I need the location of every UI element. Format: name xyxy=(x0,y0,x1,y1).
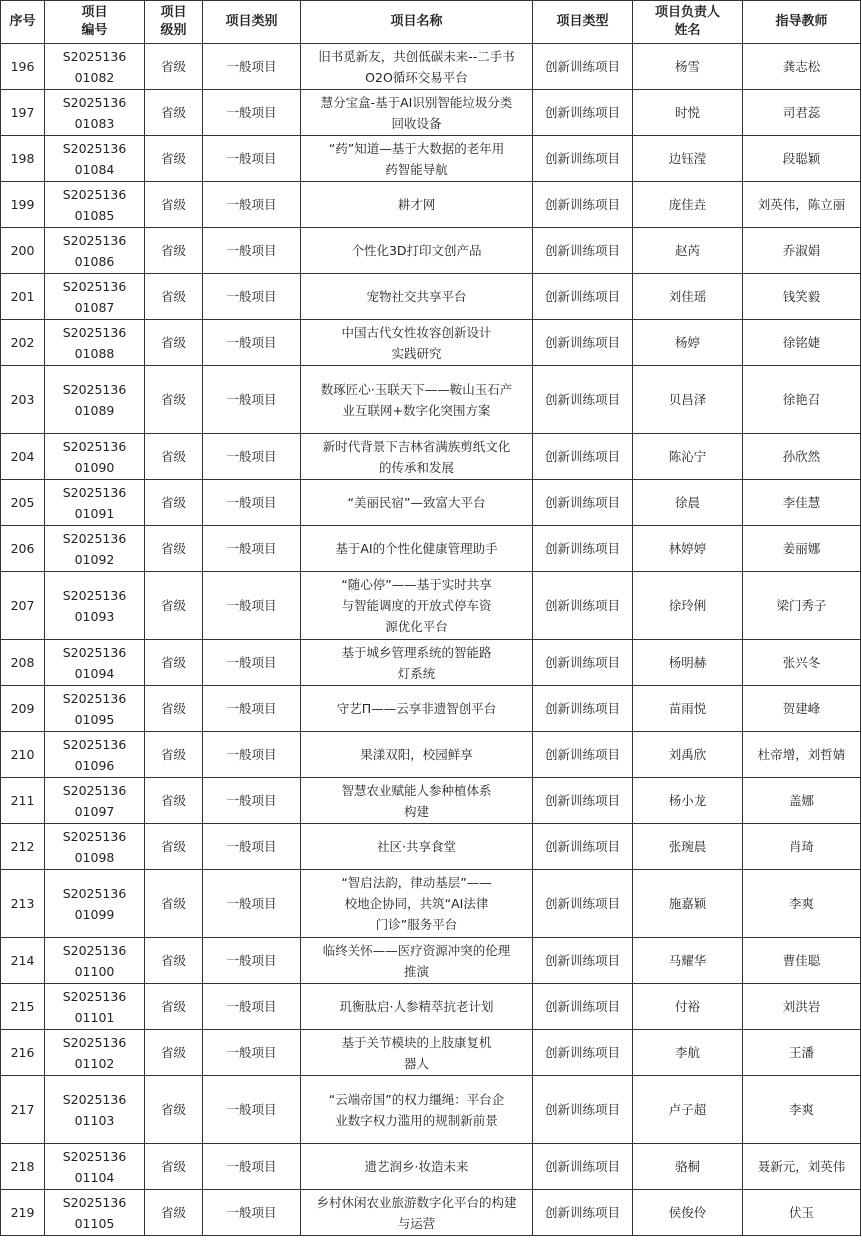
cell-advisor: 李佳慧 xyxy=(743,480,861,526)
cell-type: 创新训练项目 xyxy=(533,572,633,640)
cell-code: S2025136 01091 xyxy=(45,480,145,526)
cell-seq: 219 xyxy=(1,1190,45,1236)
cell-code: S2025136 01084 xyxy=(45,136,145,182)
cell-level: 省级 xyxy=(145,1190,203,1236)
cell-code: S2025136 01099 xyxy=(45,870,145,938)
cell-code: S2025136 01100 xyxy=(45,938,145,984)
cell-name: 遗艺润乡·妆造未来 xyxy=(301,1144,533,1190)
cell-leader: 徐晨 xyxy=(633,480,743,526)
cell-level: 省级 xyxy=(145,686,203,732)
cell-category: 一般项目 xyxy=(203,984,301,1030)
cell-advisor: 李爽 xyxy=(743,1076,861,1144)
cell-level: 省级 xyxy=(145,136,203,182)
cell-seq: 198 xyxy=(1,136,45,182)
cell-level: 省级 xyxy=(145,984,203,1030)
table-row xyxy=(1,778,861,824)
cell-type: 创新训练项目 xyxy=(533,274,633,320)
cell-leader: 李航 xyxy=(633,1030,743,1076)
cell-category: 一般项目 xyxy=(203,938,301,984)
cell-advisor: 曹佳聪 xyxy=(743,938,861,984)
cell-advisor: 龚志松 xyxy=(743,44,861,90)
cell-advisor: 肖琦 xyxy=(743,824,861,870)
cell-type: 创新训练项目 xyxy=(533,434,633,480)
cell-code: S2025136 01094 xyxy=(45,640,145,686)
cell-category: 一般项目 xyxy=(203,572,301,640)
cell-leader: 刘佳瑶 xyxy=(633,274,743,320)
cell-name: 果漾双阳，校园鲜享 xyxy=(301,732,533,778)
cell-type: 创新训练项目 xyxy=(533,526,633,572)
cell-level: 省级 xyxy=(145,1144,203,1190)
table-row xyxy=(1,732,861,778)
cell-seq: 212 xyxy=(1,824,45,870)
cell-seq: 204 xyxy=(1,434,45,480)
cell-type: 创新训练项目 xyxy=(533,938,633,984)
cell-name: 数琢匠心·玉联天下——鞍山玉石产 业互联网+数字化突围方案 xyxy=(301,366,533,434)
cell-code: S2025136 01092 xyxy=(45,526,145,572)
header-category: 项目类别 xyxy=(203,1,301,44)
cell-type: 创新训练项目 xyxy=(533,1144,633,1190)
table-row xyxy=(1,526,861,572)
cell-category: 一般项目 xyxy=(203,640,301,686)
table-row xyxy=(1,44,861,90)
header-type: 项目类型 xyxy=(533,1,633,44)
cell-category: 一般项目 xyxy=(203,824,301,870)
cell-level: 省级 xyxy=(145,182,203,228)
cell-type: 创新训练项目 xyxy=(533,732,633,778)
cell-level: 省级 xyxy=(145,366,203,434)
cell-level: 省级 xyxy=(145,228,203,274)
cell-code: S2025136 01090 xyxy=(45,434,145,480)
cell-level: 省级 xyxy=(145,1076,203,1144)
cell-seq: 203 xyxy=(1,366,45,434)
cell-leader: 卢子超 xyxy=(633,1076,743,1144)
cell-name: 慧分宝盒-基于AI识别智能垃圾分类 回收设备 xyxy=(301,90,533,136)
cell-name: 乡村休闲农业旅游数字化平台的构建 与运营 xyxy=(301,1190,533,1236)
table-row xyxy=(1,640,861,686)
cell-name: 基于关节模块的上肢康复机 器人 xyxy=(301,1030,533,1076)
cell-leader: 刘禹欣 xyxy=(633,732,743,778)
cell-name: “药”知道—基于大数据的老年用 药智能导航 xyxy=(301,136,533,182)
cell-level: 省级 xyxy=(145,320,203,366)
cell-seq: 202 xyxy=(1,320,45,366)
cell-advisor: 盖娜 xyxy=(743,778,861,824)
cell-category: 一般项目 xyxy=(203,480,301,526)
cell-seq: 210 xyxy=(1,732,45,778)
cell-advisor: 伏玉 xyxy=(743,1190,861,1236)
cell-level: 省级 xyxy=(145,824,203,870)
cell-name: 临终关怀——医疗资源冲突的伦理 推演 xyxy=(301,938,533,984)
cell-code: S2025136 01083 xyxy=(45,90,145,136)
cell-advisor: 李爽 xyxy=(743,870,861,938)
cell-advisor: 司君蕊 xyxy=(743,90,861,136)
cell-advisor: 刘英伟，陈立丽 xyxy=(743,182,861,228)
cell-category: 一般项目 xyxy=(203,1144,301,1190)
cell-leader: 杨雪 xyxy=(633,44,743,90)
table-row xyxy=(1,938,861,984)
cell-type: 创新训练项目 xyxy=(533,778,633,824)
table-row xyxy=(1,870,861,938)
cell-category: 一般项目 xyxy=(203,732,301,778)
cell-category: 一般项目 xyxy=(203,1190,301,1236)
header-seq: 序号 xyxy=(1,1,45,44)
table-row xyxy=(1,434,861,480)
cell-type: 创新训练项目 xyxy=(533,640,633,686)
cell-category: 一般项目 xyxy=(203,778,301,824)
cell-code: S2025136 01087 xyxy=(45,274,145,320)
cell-level: 省级 xyxy=(145,1030,203,1076)
cell-code: S2025136 01086 xyxy=(45,228,145,274)
cell-type: 创新训练项目 xyxy=(533,1076,633,1144)
cell-leader: 苗雨悦 xyxy=(633,686,743,732)
table-row xyxy=(1,824,861,870)
table-row xyxy=(1,1076,861,1144)
cell-type: 创新训练项目 xyxy=(533,320,633,366)
cell-leader: 陈沁宁 xyxy=(633,434,743,480)
cell-seq: 209 xyxy=(1,686,45,732)
cell-advisor: 王潘 xyxy=(743,1030,861,1076)
cell-name: 宠物社交共享平台 xyxy=(301,274,533,320)
cell-level: 省级 xyxy=(145,90,203,136)
cell-category: 一般项目 xyxy=(203,1076,301,1144)
cell-leader: 马耀华 xyxy=(633,938,743,984)
table-row xyxy=(1,90,861,136)
cell-name: “智启法韵，律动基层”—— 校地企协同，共筑“AI法律 门诊”服务平台 xyxy=(301,870,533,938)
cell-category: 一般项目 xyxy=(203,320,301,366)
cell-seq: 217 xyxy=(1,1076,45,1144)
cell-advisor: 姜丽娜 xyxy=(743,526,861,572)
table-row xyxy=(1,480,861,526)
cell-name: 耕才网 xyxy=(301,182,533,228)
cell-type: 创新训练项目 xyxy=(533,1190,633,1236)
cell-category: 一般项目 xyxy=(203,1030,301,1076)
cell-leader: 庞佳垚 xyxy=(633,182,743,228)
cell-leader: 杨明赫 xyxy=(633,640,743,686)
cell-category: 一般项目 xyxy=(203,366,301,434)
cell-seq: 206 xyxy=(1,526,45,572)
cell-level: 省级 xyxy=(145,480,203,526)
cell-code: S2025136 01098 xyxy=(45,824,145,870)
cell-leader: 付裕 xyxy=(633,984,743,1030)
cell-advisor: 孙欣然 xyxy=(743,434,861,480)
cell-leader: 骆桐 xyxy=(633,1144,743,1190)
cell-level: 省级 xyxy=(145,274,203,320)
cell-type: 创新训练项目 xyxy=(533,182,633,228)
cell-code: S2025136 01093 xyxy=(45,572,145,640)
cell-category: 一般项目 xyxy=(203,136,301,182)
cell-seq: 197 xyxy=(1,90,45,136)
cell-advisor: 乔淑娟 xyxy=(743,228,861,274)
cell-leader: 张琬晨 xyxy=(633,824,743,870)
cell-leader: 林婷婷 xyxy=(633,526,743,572)
cell-seq: 216 xyxy=(1,1030,45,1076)
cell-type: 创新训练项目 xyxy=(533,136,633,182)
cell-name: 智慧农业赋能人参种植体系 构建 xyxy=(301,778,533,824)
cell-name: 新时代背景下吉林省满族剪纸文化 的传承和发展 xyxy=(301,434,533,480)
cell-category: 一般项目 xyxy=(203,228,301,274)
cell-name: 个性化3D打印文创产品 xyxy=(301,228,533,274)
table-row xyxy=(1,366,861,434)
table-row xyxy=(1,572,861,640)
cell-seq: 201 xyxy=(1,274,45,320)
cell-seq: 214 xyxy=(1,938,45,984)
cell-type: 创新训练项目 xyxy=(533,1030,633,1076)
cell-category: 一般项目 xyxy=(203,90,301,136)
cell-seq: 205 xyxy=(1,480,45,526)
cell-leader: 贝昌泽 xyxy=(633,366,743,434)
table-row xyxy=(1,1030,861,1076)
cell-name: 基于城乡管理系统的智能路 灯系统 xyxy=(301,640,533,686)
cell-leader: 时悦 xyxy=(633,90,743,136)
cell-code: S2025136 01088 xyxy=(45,320,145,366)
cell-type: 创新训练项目 xyxy=(533,870,633,938)
table-row xyxy=(1,182,861,228)
cell-seq: 215 xyxy=(1,984,45,1030)
cell-type: 创新训练项目 xyxy=(533,228,633,274)
cell-code: S2025136 01082 xyxy=(45,44,145,90)
cell-code: S2025136 01104 xyxy=(45,1144,145,1190)
cell-advisor: 贺建峰 xyxy=(743,686,861,732)
table-body xyxy=(1,44,861,1236)
cell-category: 一般项目 xyxy=(203,434,301,480)
cell-category: 一般项目 xyxy=(203,44,301,90)
cell-category: 一般项目 xyxy=(203,870,301,938)
header-row xyxy=(1,1,861,44)
cell-type: 创新训练项目 xyxy=(533,44,633,90)
cell-seq: 211 xyxy=(1,778,45,824)
cell-category: 一般项目 xyxy=(203,274,301,320)
cell-category: 一般项目 xyxy=(203,182,301,228)
cell-type: 创新训练项目 xyxy=(533,366,633,434)
cell-level: 省级 xyxy=(145,526,203,572)
table-row xyxy=(1,1190,861,1236)
cell-type: 创新训练项目 xyxy=(533,984,633,1030)
cell-leader: 边钰滢 xyxy=(633,136,743,182)
cell-name: “云端帝国”的权力缰绳：平台企 业数字权力滥用的规制新前景 xyxy=(301,1076,533,1144)
cell-code: S2025136 01097 xyxy=(45,778,145,824)
cell-category: 一般项目 xyxy=(203,686,301,732)
cell-advisor: 张兴冬 xyxy=(743,640,861,686)
cell-level: 省级 xyxy=(145,572,203,640)
cell-advisor: 聂新元，刘英伟 xyxy=(743,1144,861,1190)
cell-level: 省级 xyxy=(145,640,203,686)
cell-level: 省级 xyxy=(145,870,203,938)
cell-advisor: 段聪颖 xyxy=(743,136,861,182)
cell-type: 创新训练项目 xyxy=(533,824,633,870)
cell-name: 基于AI的个性化健康管理助手 xyxy=(301,526,533,572)
cell-advisor: 徐铭婕 xyxy=(743,320,861,366)
cell-advisor: 刘洪岩 xyxy=(743,984,861,1030)
cell-seq: 207 xyxy=(1,572,45,640)
cell-seq: 200 xyxy=(1,228,45,274)
header-leader: 项目负责人 姓名 xyxy=(633,1,743,44)
cell-code: S2025136 01095 xyxy=(45,686,145,732)
cell-code: S2025136 01103 xyxy=(45,1076,145,1144)
cell-level: 省级 xyxy=(145,44,203,90)
cell-code: S2025136 01085 xyxy=(45,182,145,228)
cell-seq: 196 xyxy=(1,44,45,90)
cell-name: 社区·共享食堂 xyxy=(301,824,533,870)
cell-seq: 208 xyxy=(1,640,45,686)
table-row xyxy=(1,136,861,182)
cell-leader: 徐玲俐 xyxy=(633,572,743,640)
cell-type: 创新训练项目 xyxy=(533,90,633,136)
cell-advisor: 钱笑毅 xyxy=(743,274,861,320)
cell-name: 中国古代女性妆容创新设计 实践研究 xyxy=(301,320,533,366)
cell-code: S2025136 01101 xyxy=(45,984,145,1030)
cell-level: 省级 xyxy=(145,434,203,480)
cell-code: S2025136 01089 xyxy=(45,366,145,434)
cell-level: 省级 xyxy=(145,778,203,824)
cell-name: “随心停”——基于实时共享 与智能调度的开放式停车资 源优化平台 xyxy=(301,572,533,640)
cell-leader: 侯俊伶 xyxy=(633,1190,743,1236)
cell-advisor: 梁门秀子 xyxy=(743,572,861,640)
cell-level: 省级 xyxy=(145,938,203,984)
cell-code: S2025136 01105 xyxy=(45,1190,145,1236)
table-row xyxy=(1,686,861,732)
cell-leader: 杨婷 xyxy=(633,320,743,366)
cell-type: 创新训练项目 xyxy=(533,480,633,526)
table-row xyxy=(1,228,861,274)
cell-level: 省级 xyxy=(145,732,203,778)
cell-seq: 213 xyxy=(1,870,45,938)
cell-leader: 杨小龙 xyxy=(633,778,743,824)
cell-seq: 199 xyxy=(1,182,45,228)
cell-type: 创新训练项目 xyxy=(533,686,633,732)
header-name: 项目名称 xyxy=(301,1,533,44)
table-row xyxy=(1,984,861,1030)
table-row xyxy=(1,320,861,366)
cell-category: 一般项目 xyxy=(203,526,301,572)
cell-code: S2025136 01102 xyxy=(45,1030,145,1076)
header-level: 项目 级别 xyxy=(145,1,203,44)
cell-name: 玑衡肽启·人参精萃抗老计划 xyxy=(301,984,533,1030)
cell-seq: 218 xyxy=(1,1144,45,1190)
header-code: 项目 编号 xyxy=(45,1,145,44)
cell-leader: 施嘉颖 xyxy=(633,870,743,938)
cell-name: 守艺П——云享非遗智创平台 xyxy=(301,686,533,732)
header-advisor: 指导教师 xyxy=(743,1,861,44)
cell-code: S2025136 01096 xyxy=(45,732,145,778)
cell-leader: 赵芮 xyxy=(633,228,743,274)
table-row xyxy=(1,274,861,320)
cell-name: 旧书觅新友，共创低碳未来--二手书 O2O循环交易平台 xyxy=(301,44,533,90)
cell-advisor: 杜帝增，刘哲婧 xyxy=(743,732,861,778)
table-row xyxy=(1,1144,861,1190)
cell-name: “美丽民宿”—致富大平台 xyxy=(301,480,533,526)
cell-advisor: 徐艳召 xyxy=(743,366,861,434)
